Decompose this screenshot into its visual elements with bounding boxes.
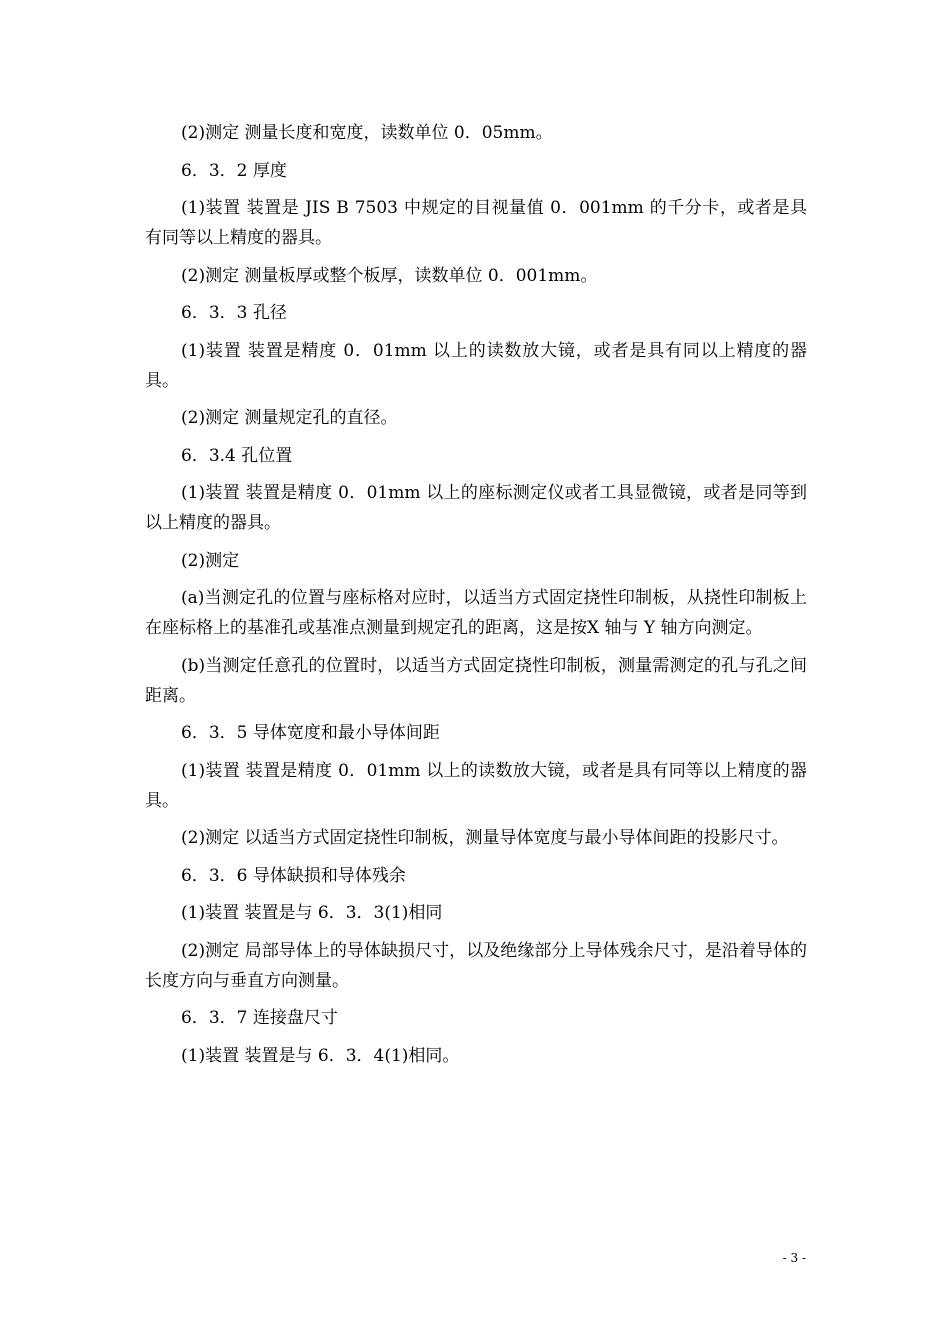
paragraph: (2)测定 测量长度和宽度，读数单位 0．05mm。 <box>181 123 553 143</box>
paragraph: (b)当测定任意孔的位置时，以适当方式固定挠性印制板，测量需测定的孔与孔之间距离。 <box>145 655 807 706</box>
paragraph: (2)测定 测量规定孔的直径。 <box>181 408 398 428</box>
section-heading: 6．3．6 导体缺损和导体残余 <box>181 865 406 886</box>
page-number: - 3 - <box>782 1251 806 1265</box>
section-heading: 6．3．7 连接盘尺寸 <box>181 1008 338 1028</box>
document-body <box>145 118 807 1078</box>
paragraph: (2)测定 <box>181 550 240 571</box>
section-heading: 6．3．3 孔径 <box>181 303 287 323</box>
paragraph: (2)测定 测量板厚或整个板厚，读数单位 0．001mm。 <box>181 265 598 286</box>
paragraph: (a)当测定孔的位置与座标格对应时，以适当方式固定挠性印制板，从挠性印制板上在座标格上的基准孔或基准点测量到规定孔的距离，这是按X 轴与 Y 轴方向测定。 <box>145 588 807 638</box>
paragraph: (1)装置 装置是与 6．3．4(1)相同。 <box>181 1045 460 1066</box>
section-heading: 6．3.4 孔位置 <box>181 445 293 466</box>
section-heading: 6．3．2 厚度 <box>181 160 287 181</box>
paragraph: (1)装置 装置是精度 0．01mm 以上的读数放大镜，或者是具有同等以上精度的器具。 <box>145 760 807 811</box>
paragraph: (2)测定 以适当方式固定挠性印制板，测量导体宽度与最小导体间距的投影尺寸。 <box>181 828 789 848</box>
paragraph: (2)测定 局部导体上的导体缺损尺寸，以及绝缘部分上导体残余尺寸，是沿着导体的长度方向与垂直方向测量。 <box>145 940 807 991</box>
paragraph: (1)装置 装置是与 6．3．3(1)相同 <box>181 903 443 923</box>
paragraph: (1)装置 装置是 JIS B 7503 中规定的目视量值 0．001mm 的千分卡，或者是具有同等以上精度的器具。 <box>145 198 807 248</box>
paragraph: (1)装置 装置是精度 0．01mm 以上的座标测定仪或者工具显微镜，或者是同等到以上精度的器具。 <box>145 483 807 533</box>
section-heading: 6．3．5 导体宽度和最小导体间距 <box>181 723 440 743</box>
paragraph: (1)装置 装置是精度 0．01mm 以上的读数放大镜，或者是具有同以上精度的器具。 <box>145 340 807 391</box>
